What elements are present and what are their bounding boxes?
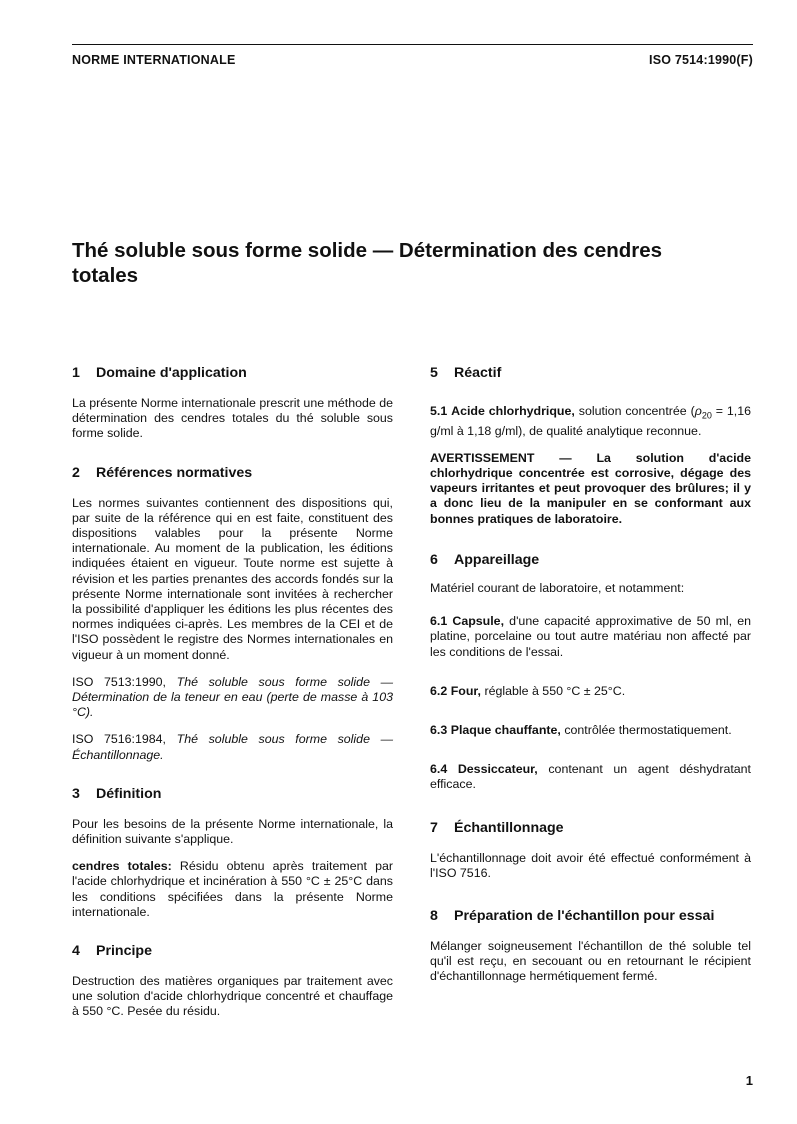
item-text-b: = 1,16 g/ml à 1,18 g/ml), de qualité analytique reconnue. (430, 404, 751, 438)
page-number: 1 (745, 1073, 753, 1088)
reference-title: Thé soluble sous forme solide — Échantillonnage. (72, 732, 393, 762)
item-number: 6.2 (430, 683, 448, 698)
section-3-paragraph: Pour les besoins de la présente Norme internationale, la définition suivante s'applique. (72, 816, 393, 847)
warning-text: La solution d'acide chlorhydrique concentrée est corrosive, dégage des vapeurs irritantes et peut provoquer des brûlures; il y a donc lieu de la manipuler en se conformant aux bonnes pratiques de laboratoire. (430, 450, 751, 526)
section-number: 8 (430, 907, 438, 924)
section-number: 4 (72, 943, 80, 960)
header-standard-number: ISO 7514:1990(F) (649, 53, 753, 67)
reference-code: ISO 7516:1984, (72, 732, 166, 747)
right-column (430, 364, 751, 985)
section-number: 2 (72, 464, 80, 481)
section-title: Préparation de l'échantillon pour essai (454, 907, 715, 924)
section-6-heading (430, 551, 751, 569)
normative-reference-2 (72, 732, 393, 762)
section-5-heading (430, 364, 751, 382)
section-number: 5 (430, 365, 438, 381)
item-text-a: solution concentrée ( (578, 404, 695, 418)
density-subscript: 20 (701, 410, 712, 421)
item-label: Four, (450, 683, 481, 698)
apparatus-item (430, 684, 751, 699)
section-8-text: Mélanger soigneusement l'échantillon de thé soluble tel qu'il est reçu, en secouant ou en retournant le récipient d'échantillonnage hermétiquement fermé. (430, 938, 751, 984)
section-number: 7 (430, 819, 438, 836)
section-number: 3 (72, 785, 80, 802)
item-text: d'une capacité approximative de 50 ml, en platine, porcelaine ou tout autre matériau non affecté par les conditions de l'essai. (430, 614, 752, 659)
section-1-heading (72, 364, 393, 382)
normative-reference-1 (72, 675, 393, 721)
document-title: Thé soluble sous forme solide — Détermination des cendres totales (72, 239, 663, 287)
section-number: 1 (72, 365, 80, 381)
header-standard-type: NORME INTERNATIONALE (72, 53, 236, 67)
section-8-heading (430, 907, 751, 925)
section-7-text: L'échantillonnage doit avoir été effectué conformément à l'ISO 7516. (430, 850, 751, 880)
section-title: Appareillage (454, 551, 540, 568)
section-title: Principe (96, 943, 152, 960)
section-1-text: La présente Norme internationale prescrit une méthode de détermination des cendres totales du thé soluble sous forme solide. (72, 396, 393, 441)
item-text: contrôlée thermostatiquement. (564, 722, 732, 737)
section-2-paragraph: Les normes suivantes contiennent des dispositions qui, par suite de la référence qui en est faite, constituent des dispositions valables pour la présente Norme internationale. Au moment de la publication, les éditions indiquées étaient en vigueur. Toute norme est sujette à révision et les parties prenantes des accords fondés sur la présente Norme internationale sont invitées à rechercher la possibilité d'appliquer les éditions les plus récentes des normes indiquées ci-après. Les membres de la CEI et de l'ISO possèdent le registre des Normes internationales en vigueur à un moment donné. (72, 495, 393, 662)
warning-label: AVERTISSEMENT — (430, 450, 572, 465)
item-number: 6.1 (430, 614, 448, 629)
definition-text: Résidu obtenu après traitement par l'acide chlorhydrique et incinération à 550 °C ± 25°C dans les conditions spécifiées dans la présente Norme internationale. (72, 859, 393, 919)
header-rule (72, 44, 753, 45)
item-number: 6.4 (430, 762, 448, 777)
item-label: Capsule, (452, 614, 505, 629)
item-label: Acide chlorhydrique, (451, 404, 575, 418)
defined-term: cendres totales: (72, 859, 172, 874)
section-title: Réactif (454, 365, 502, 381)
apparatus-item (430, 614, 751, 660)
density-symbol: ρ (694, 404, 702, 418)
section-title: Domaine d'application (96, 365, 247, 381)
section-title: Définition (96, 785, 162, 802)
item-number: 6.3 (430, 722, 448, 737)
item-number: 5.1 (430, 404, 448, 418)
item-text: contenant un agent déshydratant efficace. (430, 762, 752, 792)
section-4-text: Destruction des matières organiques par traitement avec une solution d'acide chlorhydrique concentré et chauffage à 550 °C. Pesée du résidu. (72, 974, 393, 1019)
section-4-heading (72, 942, 393, 960)
reference-code: ISO 7513:1990, (72, 674, 166, 689)
section-3-heading (72, 785, 393, 803)
item-label: Plaque chauffante, (450, 722, 561, 737)
section-title: Échantillonnage (454, 819, 564, 836)
section-2-heading (72, 464, 393, 482)
apparatus-item (430, 723, 751, 738)
section-title: Références normatives (96, 464, 253, 481)
section-6-intro: Matériel courant de laboratoire, et notamment: (430, 580, 685, 595)
item-text: réglable à 550 °C ± 25°C. (484, 683, 626, 698)
section-7-heading (430, 819, 751, 837)
reagent-5-1 (430, 404, 751, 439)
item-label: Dessiccateur, (457, 762, 538, 777)
left-column (72, 364, 393, 1020)
definition-total-ash (72, 859, 393, 920)
apparatus-item (430, 762, 751, 792)
section-number: 6 (430, 551, 438, 568)
reference-title: Thé soluble sous forme solide — Détermination de la teneur en eau (perte de masse à 103 °C). (72, 674, 393, 720)
safety-warning (430, 451, 751, 527)
